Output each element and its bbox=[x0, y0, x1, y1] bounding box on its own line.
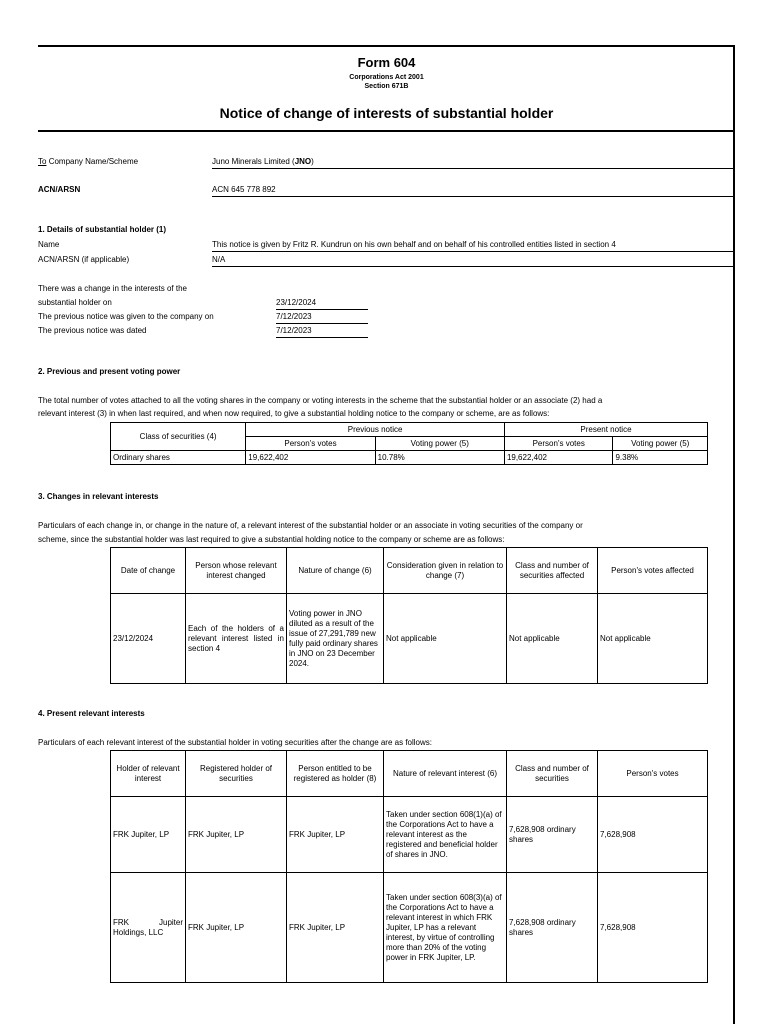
company-value bbox=[212, 157, 314, 167]
h-class: Class and number of securities affected bbox=[507, 548, 598, 594]
change-date-underline bbox=[276, 309, 368, 310]
company-close: ) bbox=[311, 157, 314, 166]
col-prev-power: Voting power (5) bbox=[375, 437, 504, 451]
section4-para: Particulars of each relevant interest of the substantial holder in voting securities after the change are as follows: bbox=[38, 738, 432, 747]
col-prev-votes: Person's votes bbox=[246, 437, 375, 451]
holder-cell: FRK Jupiter Holdings, LLC bbox=[111, 873, 186, 983]
change-line1: There was a change in the interests of the bbox=[38, 284, 187, 293]
nature-cell: Taken under section 608(3)(a) of the Corporations Act to have a relevant interest in which FRK Jupiter, LP has a relevant interest, by virtue of controlling more than 20% of the voting power in FRK Jupiter, LP. bbox=[384, 873, 507, 983]
change-votes-cell: Not applicable bbox=[598, 594, 708, 684]
section2-para-line1: The total number of votes attached to all the voting shares in the company or voting interests in the scheme that the substantial holder or an associate (2) had a bbox=[38, 396, 603, 405]
col-class: Class of securities (4) bbox=[111, 423, 246, 451]
row-prev-power: 10.78% bbox=[375, 451, 504, 465]
table-row bbox=[111, 594, 708, 684]
registered-cell: FRK Jupiter, LP bbox=[186, 797, 287, 873]
change-consideration-cell: Not applicable bbox=[384, 594, 507, 684]
section-ref: Section 671B bbox=[364, 83, 409, 90]
row-pres-votes: 19,622,402 bbox=[504, 451, 613, 465]
company-label: Company Name/Scheme bbox=[48, 157, 139, 166]
prev-dated-underline bbox=[276, 337, 368, 338]
change-date-cell: 23/12/2024 bbox=[111, 594, 186, 684]
row-prev-votes: 19,622,402 bbox=[246, 451, 375, 465]
h-registered: Registered holder of securities bbox=[186, 751, 287, 797]
to-label: To bbox=[38, 157, 47, 166]
prev-given-underline bbox=[276, 323, 368, 324]
row-pres-power: 9.38% bbox=[613, 451, 708, 465]
prev-dated-date: 7/12/2023 bbox=[276, 326, 312, 335]
h-holder: Holder of relevant interest bbox=[111, 751, 186, 797]
prev-given-label: The previous notice was given to the company on bbox=[38, 312, 214, 321]
act-name: Corporations Act 2001 bbox=[349, 74, 424, 81]
class-cell: 7,628,908 ordinary shares bbox=[507, 797, 598, 873]
table-row bbox=[111, 873, 708, 983]
section2-heading: 2. Previous and present voting power bbox=[38, 367, 181, 376]
col-pres-votes: Person's votes bbox=[504, 437, 613, 451]
company-code: JNO bbox=[294, 157, 312, 166]
name-label: Name bbox=[38, 240, 60, 249]
change-person-cell: Each of the holders of a relevant interest listed in section 4 bbox=[186, 594, 287, 684]
prev-given-date: 7/12/2023 bbox=[276, 312, 312, 321]
name-underline bbox=[212, 251, 733, 252]
row-class: Ordinary shares bbox=[111, 451, 246, 465]
h-votes: Person's votes affected bbox=[598, 548, 708, 594]
form-number: Form 604 bbox=[357, 55, 416, 70]
col-previous: Previous notice bbox=[246, 423, 505, 437]
entitled-cell: FRK Jupiter, LP bbox=[287, 873, 384, 983]
top-rule bbox=[38, 45, 735, 47]
nature-cell: Taken under section 608(1)(a) of the Corporations Act to have a relevant interest as the registered and beneficial holder of shares in JNO. bbox=[384, 797, 507, 873]
acn-arsn-value: N/A bbox=[212, 255, 226, 264]
h-person: Person whose relevant interest changed bbox=[186, 548, 287, 594]
registered-cell: FRK Jupiter, LP bbox=[186, 873, 287, 983]
acn-value: ACN 645 778 892 bbox=[212, 185, 276, 194]
section4-heading: 4. Present relevant interests bbox=[38, 709, 145, 718]
section3-para-line2: scheme, since the substantial holder was last required to give a substantial holding notice to the company or scheme are as follows: bbox=[38, 535, 505, 544]
acn-arsn-underline bbox=[212, 266, 733, 267]
change-line2: substantial holder on bbox=[38, 298, 112, 307]
entitled-cell: FRK Jupiter, LP bbox=[287, 797, 384, 873]
h-nature-interest: Nature of relevant interest (6) bbox=[384, 751, 507, 797]
right-rule bbox=[733, 45, 735, 1024]
col-present: Present notice bbox=[504, 423, 707, 437]
h-consideration: Consideration given in relation to change (7) bbox=[384, 548, 507, 594]
change-date: 23/12/2024 bbox=[276, 298, 317, 307]
prev-dated-label: The previous notice was dated bbox=[38, 326, 147, 335]
change-class-cell: Not applicable bbox=[507, 594, 598, 684]
acn-label: ACN/ARSN bbox=[38, 185, 81, 194]
votes-cell: 7,628,908 bbox=[598, 797, 708, 873]
section2-para-line2: relevant interest (3) in when last required, and when now required, to give a substantial holding notice to the company or scheme, are as follows: bbox=[38, 409, 550, 418]
acn-arsn-label: ACN/ARSN (if applicable) bbox=[38, 255, 130, 264]
notice-title: Notice of change of interests of substantial holder bbox=[219, 105, 554, 121]
h-class-number: Class and number of securities bbox=[507, 751, 598, 797]
to-company-label bbox=[38, 157, 138, 167]
present-interests-table bbox=[110, 750, 708, 983]
section3-heading: 3. Changes in relevant interests bbox=[38, 492, 159, 501]
votes-cell: 7,628,908 bbox=[598, 873, 708, 983]
change-nature-cell: Voting power in JNO diluted as a result of the issue of 27,291,789 new fully paid ordinary shares in JNO on 23 December 2024. bbox=[287, 594, 384, 684]
table-row bbox=[111, 797, 708, 873]
section1-heading: 1. Details of substantial holder (1) bbox=[38, 225, 167, 234]
name-value: This notice is given by Fritz R. Kundrun on his own behalf and on behalf of his controlled entities listed in section 4 bbox=[212, 240, 616, 249]
header-rule bbox=[38, 130, 735, 132]
h-nature: Nature of change (6) bbox=[287, 548, 384, 594]
company-underline bbox=[212, 168, 733, 169]
h-entitled: Person entitled to be registered as holder (8) bbox=[287, 751, 384, 797]
holder-cell: FRK Jupiter, LP bbox=[111, 797, 186, 873]
h-date: Date of change bbox=[111, 548, 186, 594]
changes-table bbox=[110, 547, 708, 684]
section3-para-line1: Particulars of each change in, or change in the nature of, a relevant interest of the substantial holder or an associate in voting securities of the company or bbox=[38, 521, 583, 530]
voting-power-table bbox=[110, 422, 708, 465]
company-name: Juno Minerals Limited ( bbox=[212, 157, 295, 166]
h-person-votes: Person's votes bbox=[598, 751, 708, 797]
class-cell: 7,628,908 ordinary shares bbox=[507, 873, 598, 983]
table-row bbox=[111, 451, 708, 465]
acn-underline bbox=[212, 196, 733, 197]
col-pres-power: Voting power (5) bbox=[613, 437, 708, 451]
